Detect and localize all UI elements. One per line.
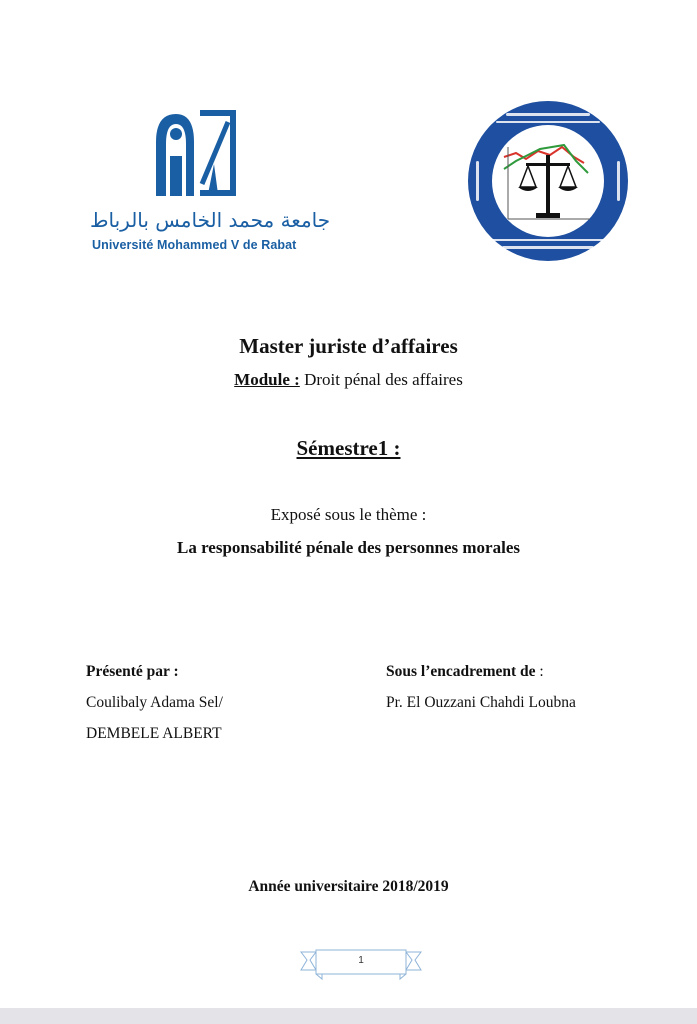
page-number-ribbon [300,946,422,982]
presented-by-label: Présenté par : [86,663,179,680]
faculty-seal-icon [466,99,630,263]
theme-intro: Exposé sous le thème : [270,505,427,524]
university-logo [90,104,331,264]
presenter-name: DEMBELE ALBERT [86,725,222,742]
supervisor-label-colon: : [535,663,544,680]
module-value: Droit pénal des affaires [299,370,463,389]
supervisor-label [386,663,544,681]
supervisor-name: Pr. El Ouzzani Chahdi Loubna [386,694,576,711]
academic-year: Année universitaire 2018/2019 [248,878,449,895]
supervisor-label-bold: Sous l’encadrement de [386,663,536,680]
module-label: Module : [234,370,300,389]
university-name-arabic: جامعة محمد الخامس بالرباط [90,208,331,232]
university-emblem-icon [144,104,244,202]
viewer-bottom-strip [0,1008,697,1024]
module-line [0,370,697,390]
university-name-latin: Université Mohammed V de Rabat [92,238,297,252]
master-title: Master juriste d’affaires [239,334,458,358]
page-number: 1 [358,955,364,966]
semester-title: Sémestre1 : [296,436,401,460]
theme-title: La responsabilité pénale des personnes morales [176,538,520,557]
presenter-name: Coulibaly Adama Sel/ [86,694,223,711]
